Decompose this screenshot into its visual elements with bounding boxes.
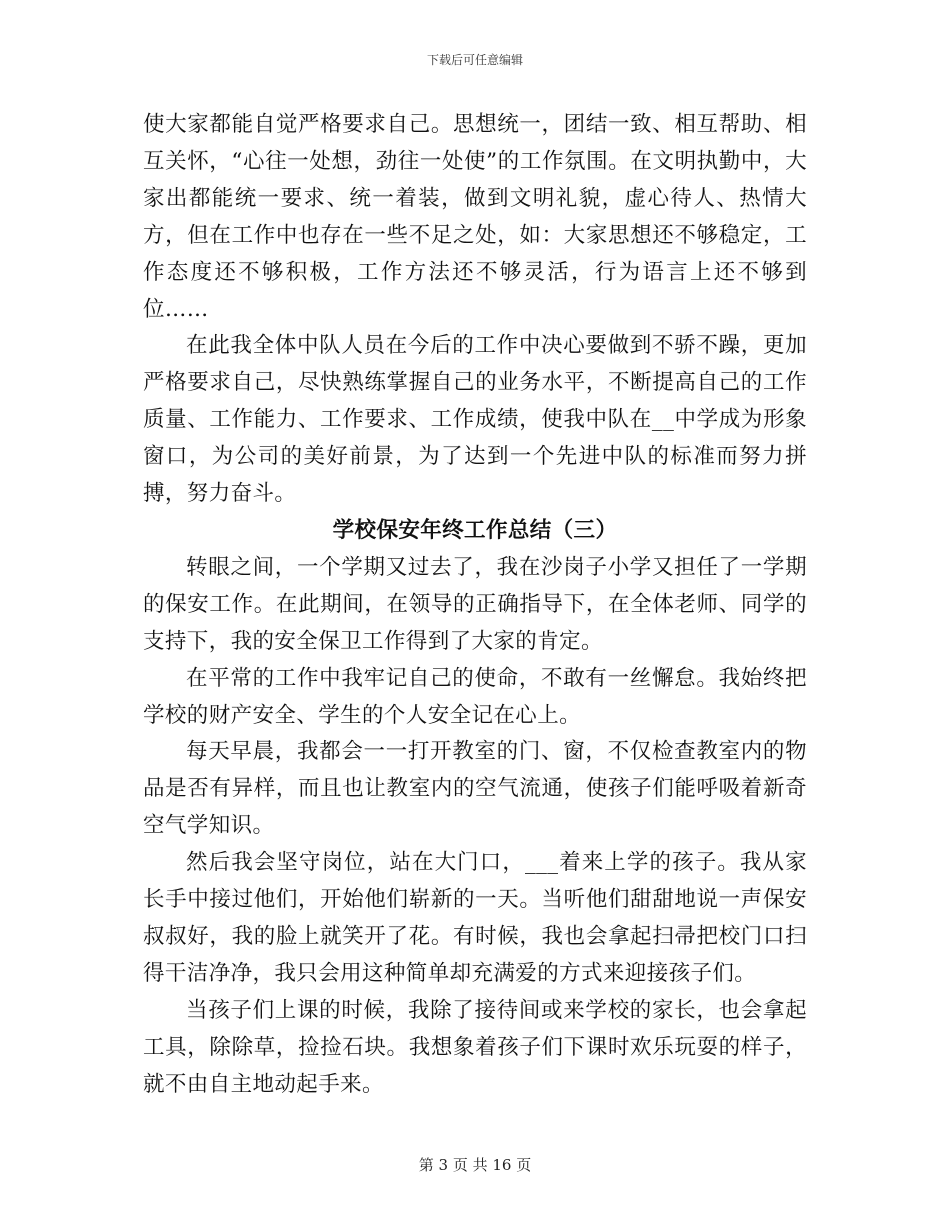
paragraph-mission: 在平常的工作中我牢记自己的使命，不敢有一丝懈怠。我始终把学校的财产安全、学生的个人安全记在心上。 [143,665,807,728]
page-number: 第 3 页 共 16 页 [418,1156,532,1174]
document-body [143,107,807,1103]
paragraph-continued: 使大家都能自觉严格要求自己。思想统一，团结一致、相互帮助、相互关怀，“心往一处想，劲往一处使”的工作氛围。在文明执勤中，大家出都能统一要求、统一着装，做到文明礼貌，虚心待人、热情大方，但在工作中也存在一些不足之处，如：大家思想还不够稳定，工作态度还不够积极，工作方法还不够灵活，行为语言上还不够到位…… [143,112,807,322]
paragraph-intro: 转眼之间，一个学期又过去了，我在沙岗子小学又担任了一学期的保安工作。在此期间，在领导的正确指导下，在全体老师、同学的支持下，我的安全保卫工作得到了大家的肯定。 [143,554,807,654]
paragraph-gate: 然后我会坚守岗位，站在大门口，___着来上学的孩子。我从家长手中接过他们，开始他们崭新的一天。当听他们甜甜地说一声保安叔叔好，我的脸上就笑开了花。有时候，我也会拿起扫帚把校门口扫得干洁净净，我只会用这种简单却充满爱的方式来迎接孩子们。 [143,850,807,986]
section-title: 学校保安年终工作总结（三） [332,517,618,543]
paragraph-class-time: 当孩子们上课的时候，我除了接待间或来学校的家长，也会拿起工具，除除草，捡捡石块。我想象着孩子们下课时欢乐玩耍的样子，就不由自主地动起手来。 [143,997,807,1097]
paragraph-resolution: 在此我全体中队人员在今后的工作中决心要做到不骄不躁，更加严格要求自己，尽快熟练掌握自己的业务水平，不断提高自己的工作质量、工作能力、工作要求、工作成绩，使我中队在__中学成为形象窗口，为公司的美好前景，为了达到一个先进中队的标准而努力拼搏，努力奋斗。 [143,333,807,507]
page-header: 下载后可任意编辑 [426,53,523,67]
paragraph-morning: 每天早晨，我都会一一打开教室的门、窗，不仅检查教室内的物品是否有异样，而且也让教室内的空气流通，使孩子们能呼吸着新奇空气学知识。 [143,739,807,839]
